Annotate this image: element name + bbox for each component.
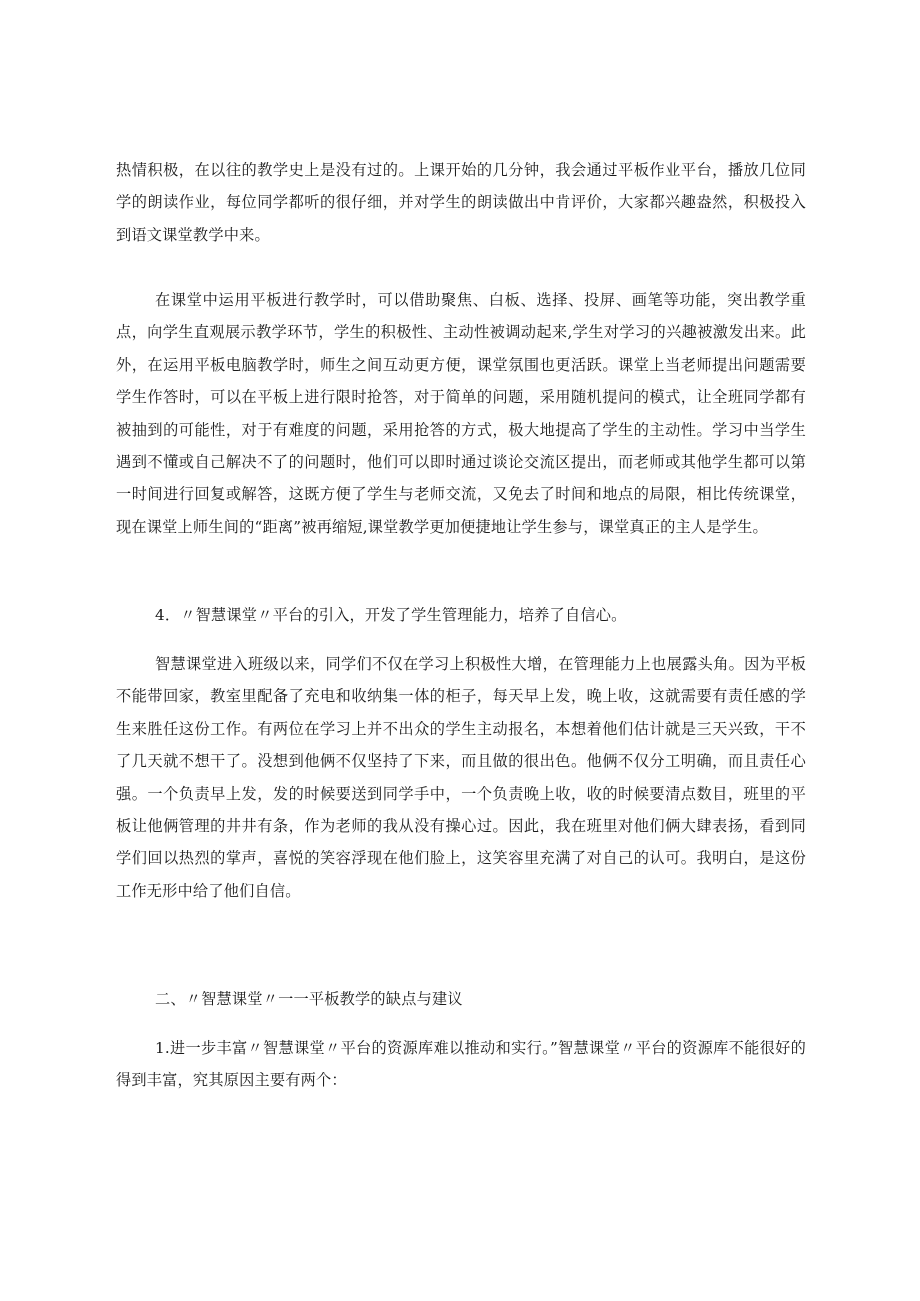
section-heading-2: 二、〃智慧课堂〃一一平板教学的缺点与建议 bbox=[155, 990, 463, 1008]
paragraph-resource-library: 1.进一步丰富〃智慧课堂〃平台的资源库难以推动和实行。”智慧课堂〃平台的资源库不能很好的得到丰富，究其原因主要有两个： bbox=[116, 1039, 806, 1090]
paragraph-tablet-teaching: 在课堂中运用平板进行教学时，可以借助聚焦、白板、选择、投屏、画笔等功能，突出教学重点，向学生直观展示教学环节，学生的积极性、主动性被调动起来,学生对学习的兴趣被激发出来。此外，在运用平板电脑教学时，师生之间互动更方便，课堂氛围也更活跃。课堂上当老师提出问题需要学生作答时，可以在平板上进行限时抢答，对于简单的问题，采用随机提问的模式，让全班同学都有被抽到的可能性，对于有难度的问题，采用抢答的方式，极大地提高了学生的主动性。学习中当学生遇到不懂或自己解决不了的问题时，他们可以即时通过谈论交流区提出，而老师或其他学生都可以第一时间进行回复或解答，这既方便了学生与老师交流，又免去了时间和地点的局限，相比传统课堂，现在课堂上师生间的“距离”被再缩短,课堂教学更加便捷地让学生参与，课堂真正的主人是学生。 bbox=[116, 291, 806, 536]
heading-point-4: 4．〃智慧课堂〃平台的引入，开发了学生管理能力，培养了自信心。 bbox=[155, 606, 627, 624]
paragraph-student-management: 智慧课堂进入班级以来，同学们不仅在学习上积极性大增，在管理能力上也展露头角。因为平板不能带回家，教室里配备了充电和收纳集一体的柜子，每天早上发，晚上收，这就需要有责任感的学生来胜任这份工作。有两位在学习上并不出众的学生主动报名，本想着他们估计就是三天兴致，干不了几天就不想干了。没想到他俩不仅坚持了下来，而且做的很出色。他俩不仅分工明确，而且责任心强。一个负责早上发，发的时候要送到同学手中，一个负责晚上收，收的时候要清点数目，班里的平板让他俩管理的井井有条，作为老师的我从没有操心过。因此，我在班里对他们俩大肆表扬，看到同学们回以热烈的掌声，喜悦的笑容浮现在他们脸上，这笑容里充满了对自己的认可。我明白，是这份工作无形中给了他们自信。 bbox=[116, 655, 806, 900]
paragraph-classroom-reading: 热情积极，在以往的教学史上是没有过的。上课开始的几分钟，我会通过平板作业平台，播放几位同学的朗读作业，每位同学都听的很仔细，并对学生的朗读做出中肯评价，大家都兴趣盎然，积极投入到语文课堂教学中来。 bbox=[116, 161, 806, 244]
